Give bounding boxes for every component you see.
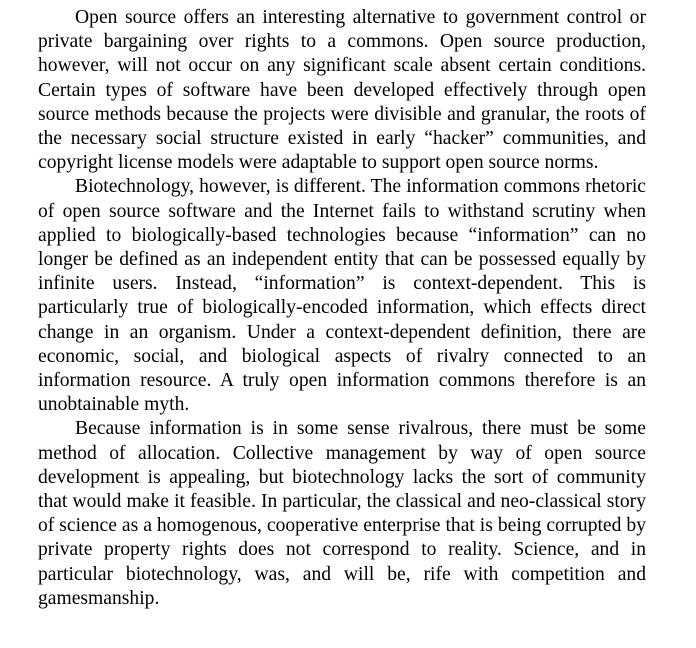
paragraph-biotechnology: Biotechnology, however, is different. The information commons rhetoric of open source software and the Internet fails to withstand scrutiny when applied to biologically-based technologies because “information” can no longer be defined as an independent entity that can be possessed equally by infinite users. Instead, “information” is context-dependent. This is particularly true of biologically-encoded information, which effects direct change in an organism. Under a context-dependent definition, there are economic, social, and biological aspects of rivalry connected to an information resource. A truly open information commons therefore is an unobtainable myth. [38,176,646,416]
paragraph-rivalrous-information: Because information is in some sense rivalrous, there must be some method of allocation. Collective management by way of open source development is appealing, but biotechnology lacks the sort of community that would make it feasible. In particular, the classical and neo-classical story of science as a homogenous, cooperative enterprise that is being corrupted by private property rights does not correspond to reality. Science, and in particular biotechnology, was, and will be, rife with competition and gamesmanship. [38,418,646,609]
document-page [38,6,646,611]
paragraph-open-source: Open source offers an interesting alternative to government control or private bargaining over rights to a commons. Open source production, however, will not occur on any significant scale absent certain conditions. Certain types of software have been developed effectively through open source methods because the projects were divisible and granular, the roots of the necessary social structure existed in early “hacker” communities, and copyright license models were adaptable to support open source norms. [38,7,646,174]
